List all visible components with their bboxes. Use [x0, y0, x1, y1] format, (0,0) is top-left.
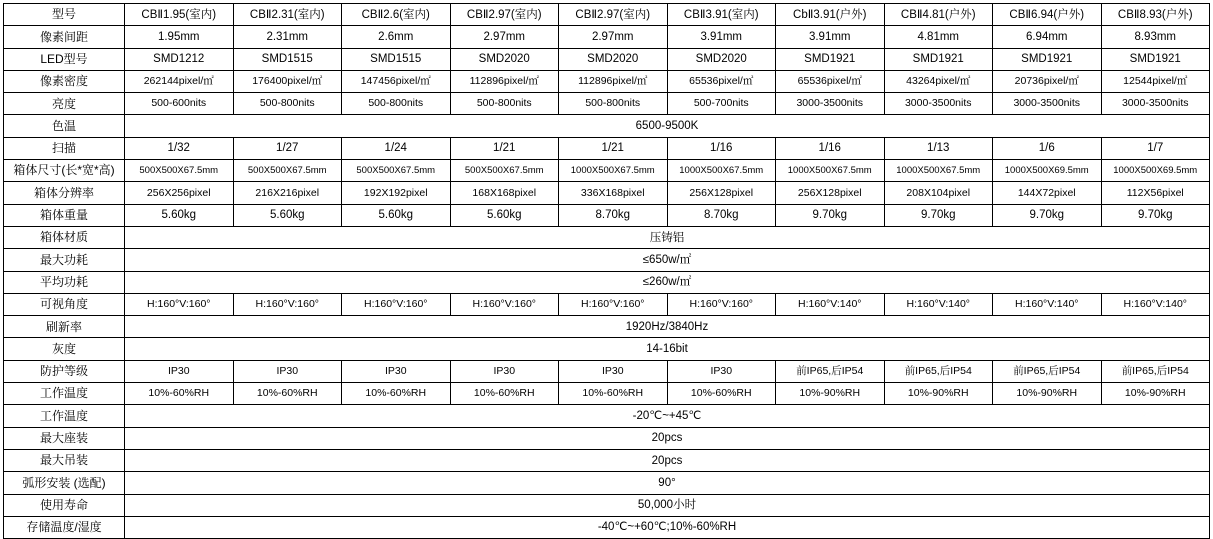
table-cell: H:160°V:160° — [559, 293, 668, 315]
row-label: 灰度 — [4, 338, 125, 360]
table-cell: 256X128pixel — [667, 182, 776, 204]
table-row — [4, 472, 1210, 494]
table-cell: 5.60kg — [233, 204, 342, 226]
row-label: 亮度 — [4, 93, 125, 115]
row-value-merged: 压铸铝 — [125, 226, 1210, 248]
table-cell: 500X500X67.5mm — [450, 160, 559, 182]
row-label: 工作温度 — [4, 383, 125, 405]
table-cell: SMD1921 — [993, 48, 1102, 70]
table-cell: 500-700nits — [667, 93, 776, 115]
table-cell: SMD1921 — [1101, 48, 1210, 70]
table-cell: SMD1921 — [884, 48, 993, 70]
table-cell: 112896pixel/㎡ — [559, 70, 668, 92]
table-cell: 1000X500X67.5mm — [559, 160, 668, 182]
table-cell: 168X168pixel — [450, 182, 559, 204]
table-cell: 500X500X67.5mm — [125, 160, 234, 182]
table-cell: H:160°V:160° — [233, 293, 342, 315]
table-cell: 1/24 — [342, 137, 451, 159]
table-cell: 1/32 — [125, 137, 234, 159]
table-row — [4, 4, 1210, 26]
row-label: 可视角度 — [4, 293, 125, 315]
table-cell: H:160°V:160° — [342, 293, 451, 315]
led-specification-table — [3, 3, 1210, 539]
row-label: 防护等级 — [4, 360, 125, 382]
row-label: 最大功耗 — [4, 249, 125, 271]
table-cell: 1/16 — [776, 137, 885, 159]
table-cell: 前IP65,后IP54 — [1101, 360, 1210, 382]
table-cell: 1000X500X67.5mm — [776, 160, 885, 182]
table-row — [4, 293, 1210, 315]
table-cell: SMD1921 — [776, 48, 885, 70]
table-row — [4, 494, 1210, 516]
row-value-merged: ≤260w/㎡ — [125, 271, 1210, 293]
table-cell: IP30 — [450, 360, 559, 382]
table-cell: 1/21 — [559, 137, 668, 159]
row-value-merged: 50,000小时 — [125, 494, 1210, 516]
table-cell: SMD1515 — [342, 48, 451, 70]
table-cell: SMD2020 — [667, 48, 776, 70]
row-label: 工作温度 — [4, 405, 125, 427]
table-cell: 1000X500X69.5mm — [1101, 160, 1210, 182]
table-cell: 3.91mm — [776, 26, 885, 48]
row-value-merged: 20pcs — [125, 427, 1210, 449]
table-row — [4, 449, 1210, 471]
table-cell: 20736pixel/㎡ — [993, 70, 1102, 92]
table-cell: 262144pixel/㎡ — [125, 70, 234, 92]
table-cell: 9.70kg — [1101, 204, 1210, 226]
table-cell: 2.97mm — [559, 26, 668, 48]
table-cell: 1/16 — [667, 137, 776, 159]
table-row — [4, 26, 1210, 48]
table-row — [4, 271, 1210, 293]
table-cell: 1000X500X69.5mm — [993, 160, 1102, 182]
row-value-merged: 20pcs — [125, 449, 1210, 471]
table-row — [4, 338, 1210, 360]
row-label: 像素密度 — [4, 70, 125, 92]
table-row — [4, 48, 1210, 70]
table-cell: 4.81mm — [884, 26, 993, 48]
table-cell: 65536pixel/㎡ — [776, 70, 885, 92]
table-cell: 336X168pixel — [559, 182, 668, 204]
table-row — [4, 182, 1210, 204]
table-row — [4, 204, 1210, 226]
table-cell: IP30 — [125, 360, 234, 382]
row-value-merged: 1920Hz/3840Hz — [125, 316, 1210, 338]
table-cell: 10%-60%RH — [342, 383, 451, 405]
row-label: 箱体分辨率 — [4, 182, 125, 204]
table-row — [4, 137, 1210, 159]
table-cell: 3000-3500nits — [884, 93, 993, 115]
table-cell: 前IP65,后IP54 — [993, 360, 1102, 382]
table-cell: 3000-3500nits — [776, 93, 885, 115]
row-label: 最大吊装 — [4, 449, 125, 471]
table-row — [4, 360, 1210, 382]
table-row — [4, 160, 1210, 182]
table-cell: H:160°V:160° — [450, 293, 559, 315]
table-cell: 10%-60%RH — [233, 383, 342, 405]
table-cell: CBⅡ3.91(室内) — [667, 4, 776, 26]
row-value-merged: -40℃~+60℃;10%-60%RH — [125, 516, 1210, 538]
table-cell: IP30 — [342, 360, 451, 382]
row-label: 色温 — [4, 115, 125, 137]
row-label: 像素间距 — [4, 26, 125, 48]
table-cell: 208X104pixel — [884, 182, 993, 204]
row-value-merged: 14-16bit — [125, 338, 1210, 360]
table-cell: CBⅡ2.6(室内) — [342, 4, 451, 26]
table-cell: 500-800nits — [342, 93, 451, 115]
table-row — [4, 70, 1210, 92]
table-cell: CBⅡ2.97(室内) — [450, 4, 559, 26]
table-cell: 3.91mm — [667, 26, 776, 48]
table-cell: H:160°V:140° — [993, 293, 1102, 315]
table-cell: SMD2020 — [559, 48, 668, 70]
table-cell: H:160°V:140° — [776, 293, 885, 315]
table-cell: 前IP65,后IP54 — [884, 360, 993, 382]
table-cell: 192X192pixel — [342, 182, 451, 204]
row-label: 刷新率 — [4, 316, 125, 338]
table-cell: CBⅡ2.97(室内) — [559, 4, 668, 26]
table-cell: 2.31mm — [233, 26, 342, 48]
table-cell: H:160°V:160° — [667, 293, 776, 315]
table-cell: 12544pixel/㎡ — [1101, 70, 1210, 92]
table-cell: 5.60kg — [125, 204, 234, 226]
table-cell: 前IP65,后IP54 — [776, 360, 885, 382]
table-cell: 8.93mm — [1101, 26, 1210, 48]
row-label: LED型号 — [4, 48, 125, 70]
table-cell: 43264pixel/㎡ — [884, 70, 993, 92]
table-cell: 9.70kg — [776, 204, 885, 226]
row-label: 最大座装 — [4, 427, 125, 449]
table-row — [4, 427, 1210, 449]
row-value-merged: ≤650w/㎡ — [125, 249, 1210, 271]
table-cell: 144X72pixel — [993, 182, 1102, 204]
table-cell: CBⅡ1.95(室内) — [125, 4, 234, 26]
table-cell: 1/6 — [993, 137, 1102, 159]
table-cell: IP30 — [559, 360, 668, 382]
table-cell: 112896pixel/㎡ — [450, 70, 559, 92]
table-cell: 10%-90%RH — [1101, 383, 1210, 405]
table-cell: 8.70kg — [667, 204, 776, 226]
table-cell: H:160°V:140° — [1101, 293, 1210, 315]
table-cell: 500-600nits — [125, 93, 234, 115]
table-cell: 5.60kg — [450, 204, 559, 226]
table-cell: SMD2020 — [450, 48, 559, 70]
table-cell: 1000X500X67.5mm — [667, 160, 776, 182]
table-cell: 500X500X67.5mm — [342, 160, 451, 182]
table-cell: 3000-3500nits — [993, 93, 1102, 115]
row-label: 扫描 — [4, 137, 125, 159]
table-row — [4, 93, 1210, 115]
table-cell: 1/7 — [1101, 137, 1210, 159]
table-cell: 9.70kg — [884, 204, 993, 226]
table-cell: 216X216pixel — [233, 182, 342, 204]
table-cell: 1.95mm — [125, 26, 234, 48]
table-cell: H:160°V:160° — [125, 293, 234, 315]
table-row — [4, 249, 1210, 271]
table-cell: CBⅡ6.94(户外) — [993, 4, 1102, 26]
table-cell: 10%-90%RH — [884, 383, 993, 405]
table-cell: 500-800nits — [450, 93, 559, 115]
row-value-merged: 90° — [125, 472, 1210, 494]
table-cell: SMD1515 — [233, 48, 342, 70]
table-cell: 500-800nits — [233, 93, 342, 115]
table-cell: 8.70kg — [559, 204, 668, 226]
table-cell: CBⅡ2.31(室内) — [233, 4, 342, 26]
table-cell: CBⅡ8.93(户外) — [1101, 4, 1210, 26]
table-row — [4, 316, 1210, 338]
table-cell: 5.60kg — [342, 204, 451, 226]
table-cell: 10%-90%RH — [776, 383, 885, 405]
table-cell: SMD1212 — [125, 48, 234, 70]
row-label: 型号 — [4, 4, 125, 26]
table-cell: H:160°V:140° — [884, 293, 993, 315]
table-body — [4, 4, 1210, 539]
table-cell: 6.94mm — [993, 26, 1102, 48]
row-label: 箱体重量 — [4, 204, 125, 226]
table-cell: 1/27 — [233, 137, 342, 159]
table-cell: 10%-60%RH — [450, 383, 559, 405]
row-label: 箱体尺寸(长*宽*高) — [4, 160, 125, 182]
table-cell: 1000X500X67.5mm — [884, 160, 993, 182]
table-cell: 500X500X67.5mm — [233, 160, 342, 182]
row-label: 使用寿命 — [4, 494, 125, 516]
table-cell: 2.6mm — [342, 26, 451, 48]
table-cell: 500-800nits — [559, 93, 668, 115]
row-value-merged: 6500-9500K — [125, 115, 1210, 137]
table-cell: 176400pixel/㎡ — [233, 70, 342, 92]
table-row — [4, 405, 1210, 427]
table-cell: 112X56pixel — [1101, 182, 1210, 204]
table-cell: 9.70kg — [993, 204, 1102, 226]
table-cell: 3000-3500nits — [1101, 93, 1210, 115]
table-row — [4, 115, 1210, 137]
table-row — [4, 226, 1210, 248]
table-cell: 10%-60%RH — [667, 383, 776, 405]
table-row — [4, 516, 1210, 538]
table-cell: IP30 — [233, 360, 342, 382]
row-label: 存储温度/湿度 — [4, 516, 125, 538]
table-cell: CbⅡ3.91(户外) — [776, 4, 885, 26]
table-row — [4, 383, 1210, 405]
table-cell: 256X256pixel — [125, 182, 234, 204]
table-cell: 147456pixel/㎡ — [342, 70, 451, 92]
row-label: 弧形安装 (选配) — [4, 472, 125, 494]
table-cell: 65536pixel/㎡ — [667, 70, 776, 92]
table-cell: 10%-60%RH — [125, 383, 234, 405]
table-cell: 10%-90%RH — [993, 383, 1102, 405]
table-cell: IP30 — [667, 360, 776, 382]
row-label: 平均功耗 — [4, 271, 125, 293]
table-cell: CBⅡ4.81(户外) — [884, 4, 993, 26]
table-cell: 1/13 — [884, 137, 993, 159]
row-label: 箱体材质 — [4, 226, 125, 248]
row-value-merged: -20℃~+45℃ — [125, 405, 1210, 427]
table-cell: 1/21 — [450, 137, 559, 159]
table-cell: 10%-60%RH — [559, 383, 668, 405]
table-cell: 2.97mm — [450, 26, 559, 48]
table-cell: 256X128pixel — [776, 182, 885, 204]
